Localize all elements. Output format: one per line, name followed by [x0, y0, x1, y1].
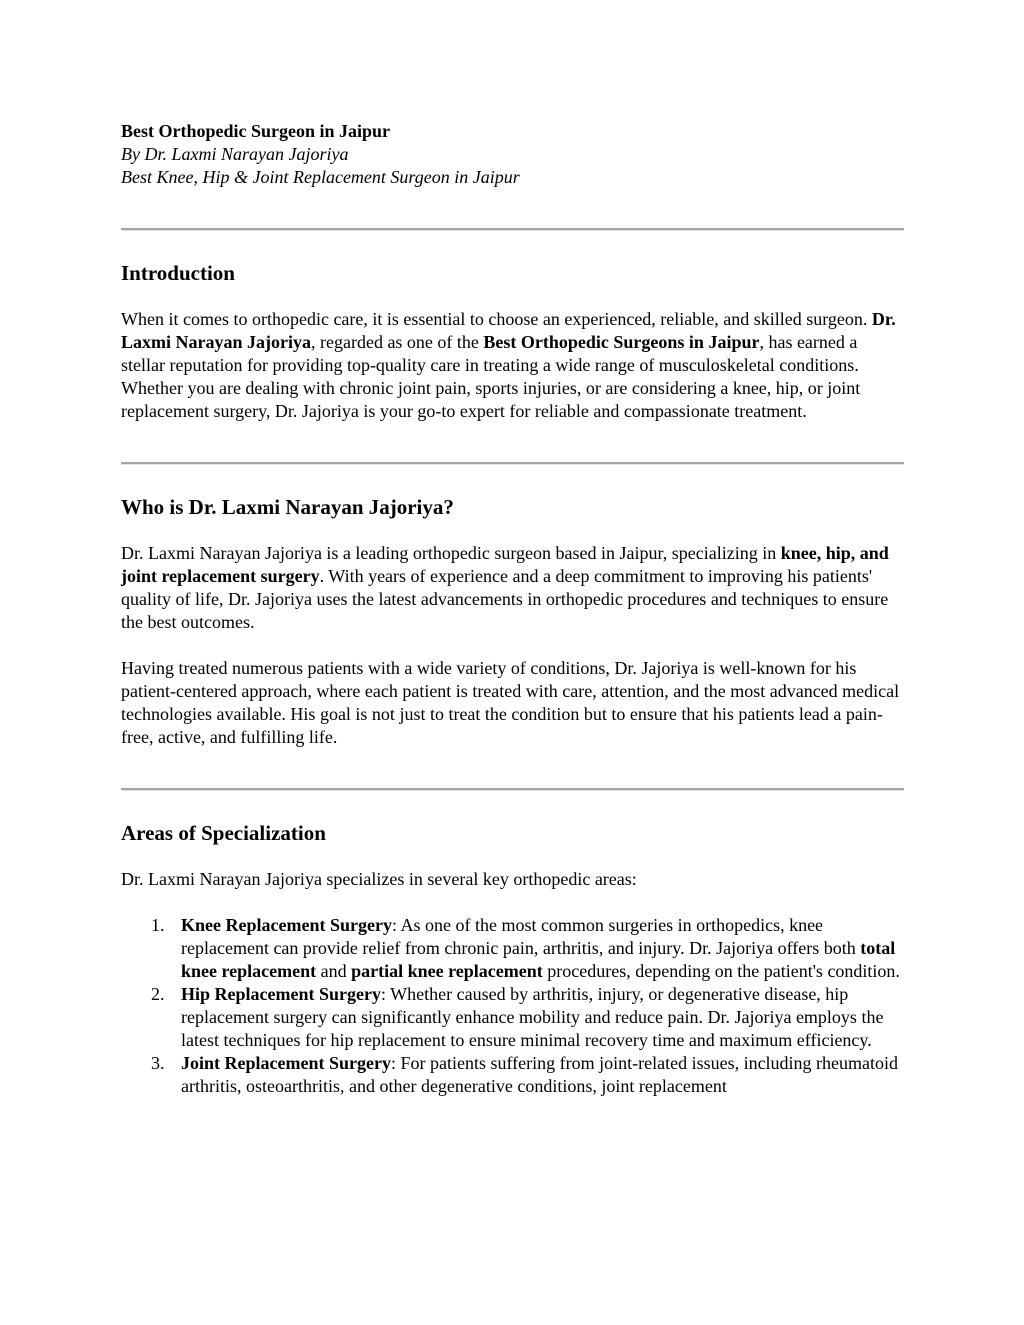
section-divider: [121, 788, 904, 791]
who-text: . With years of experience and a deep commitment to improving his patients' quality of life, Dr. Jajoriya uses the latest advancements in orthopedic procedures and techniques to ensure the best outcomes.: [121, 566, 889, 632]
list-number: 1.: [151, 915, 165, 935]
areas-intro: Dr. Laxmi Narayan Jajoriya specializes in several key orthopedic areas:: [121, 869, 637, 889]
section-divider: [121, 228, 904, 231]
item-text: : As one of the most common surgeries in orthopedics, knee replacement can provide relief from chronic pain, arthritis, and injury. Dr. Jajoriya offers both: [181, 915, 861, 958]
document-page: [121, 120, 904, 1098]
intro-text: , regarded as one of the: [310, 332, 484, 352]
document-title: Best Orthopedic Surgeon in Jaipur: [121, 121, 391, 141]
intro-doctor-name: Dr. Laxmi Narayan Jajoriya: [121, 309, 896, 352]
who-heading: Who is Dr. Laxmi Narayan Jajoriya?: [121, 495, 454, 519]
specialization-list: [121, 914, 904, 1098]
list-number: 3.: [151, 1053, 165, 1073]
list-item: [121, 914, 904, 983]
document-tagline: Best Knee, Hip & Joint Replacement Surgeon in Jaipur: [121, 167, 520, 187]
author-byline: By Dr. Laxmi Narayan Jajoriya: [121, 144, 349, 164]
section-divider: [121, 462, 904, 465]
item-bold: total knee replacement: [181, 938, 896, 981]
item-text: and: [316, 961, 352, 981]
item-bold: partial knee replacement: [351, 961, 543, 981]
item-title: Joint Replacement Surgery: [181, 1053, 391, 1073]
list-number: 2.: [151, 984, 165, 1004]
who-paragraph-2: Having treated numerous patients with a wide variety of conditions, Dr. Jajoriya is well-known for his patient-centered approach, where each patient is treated with care, attention, and the most advanced medical technologies available. His goal is not just to treat the condition but to ensure that his patients lead a pain-free, active, and fulfilling life.: [121, 658, 900, 747]
item-text: : Whether caused by arthritis, injury, or degenerative disease, hip replacement surgery can significantly enhance mobility and reduce pain. Dr. Jajoriya employs the latest techniques for hip replacement to ensure minimal recovery time and maximum efficiency.: [181, 984, 884, 1050]
list-item: [121, 1052, 904, 1098]
who-specialty: knee, hip, and joint replacement surgery: [121, 543, 889, 586]
who-paragraph-1: [121, 542, 904, 634]
list-item: [121, 983, 904, 1052]
introduction-heading: Introduction: [121, 261, 235, 285]
item-title: Hip Replacement Surgery: [181, 984, 381, 1004]
intro-best-surgeons: Best Orthopedic Surgeons in Jaipur: [483, 332, 760, 352]
item-title: Knee Replacement Surgery: [181, 915, 392, 935]
intro-text: , has earned a stellar reputation for providing top-quality care in treating a wide range of musculoskeletal conditions. Whether you are dealing with chronic joint pain, sports injuries, or are considering a knee, hip, or joint replacement surgery, Dr. Jajoriya is your go-to expert for reliable and compassionate treatment.: [121, 332, 861, 421]
areas-heading: Areas of Specialization: [121, 821, 326, 845]
who-text: Dr. Laxmi Narayan Jajoriya is a leading orthopedic surgeon based in Jaipur, specializing in: [121, 543, 781, 563]
item-text: procedures, depending on the patient's condition.: [542, 961, 900, 981]
introduction-paragraph: [121, 308, 904, 423]
intro-text: When it comes to orthopedic care, it is essential to choose an experienced, reliable, and skilled surgeon.: [121, 309, 872, 329]
item-text: : For patients suffering from joint-related issues, including rheumatoid arthritis, osteoarthritis, and other degenerative conditions, joint replacement: [181, 1053, 899, 1096]
